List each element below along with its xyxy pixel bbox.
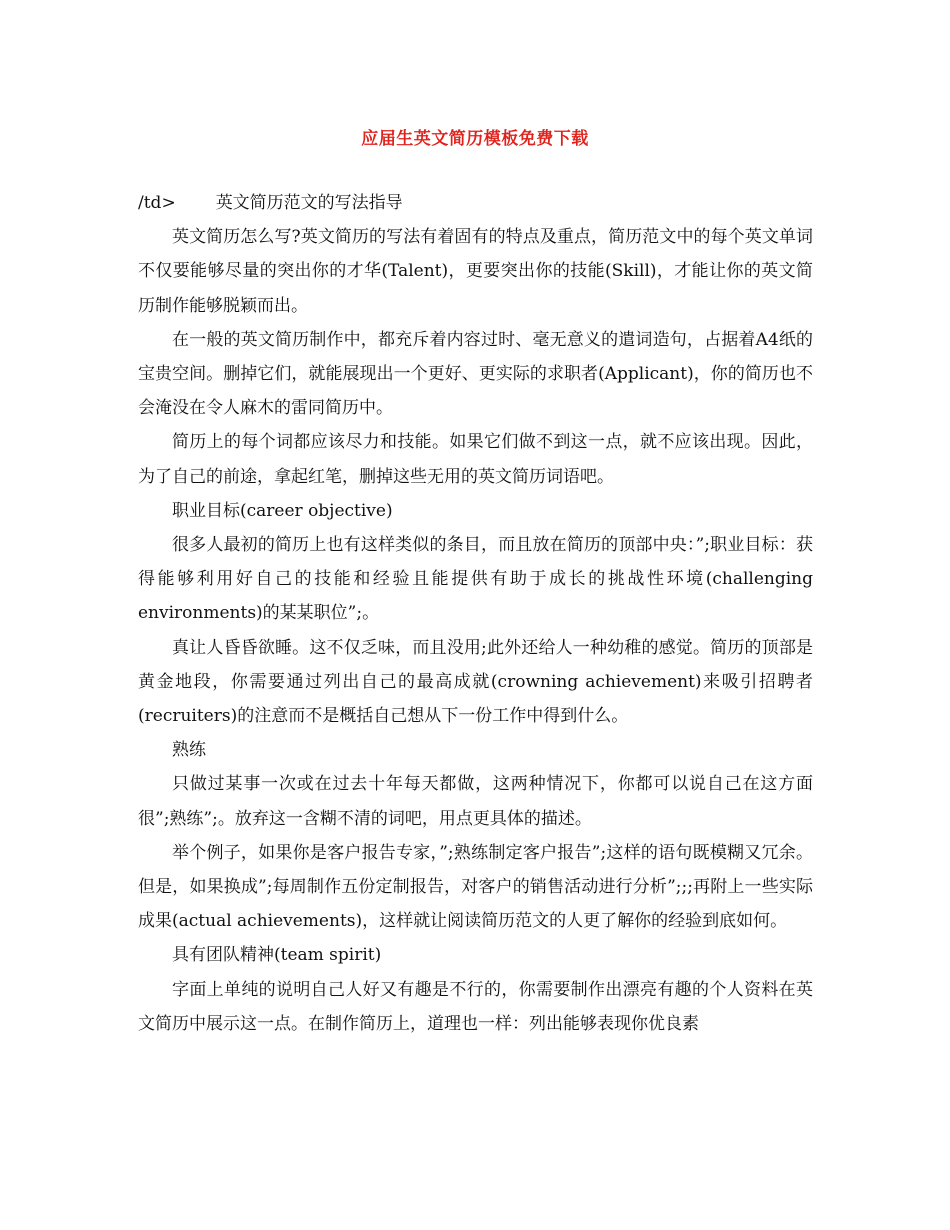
paragraph: 很多人最初的简历上也有这样类似的条目，而且放在简历的顶部中央：”;职业目标：获得能够利用好自己的技能和经验且能提供有助于成长的挑战性环境(challenging environments)的某某职位”;。	[138, 535, 813, 624]
section-heading: 具有团队精神(team spirit)	[172, 945, 382, 966]
section-heading: 熟练	[172, 740, 206, 761]
first-line-prefix: /td>	[138, 193, 176, 213]
first-line-text: 英文简历范文的写法指导	[215, 193, 403, 213]
paragraph: 只做过某事一次或在过去十年每天都做，这两种情况下，你都可以说自己在这方面很”;熟练”;。放弃这一含糊不清的词吧，用点更具体的描述。	[138, 774, 813, 829]
document-body	[138, 186, 813, 1041]
document-title: 应届生英文简历模板免费下载	[361, 129, 589, 149]
section-heading: 职业目标(career objective)	[172, 500, 393, 521]
first-line	[138, 186, 813, 220]
paragraph: 在一般的英文简历制作中，都充斥着内容过时、毫无意义的遣词造句，占据着A4纸的宝贵空间。删掉它们，就能展现出一个更好、更实际的求职者(Applicant)，你的简历也不会淹没在令人麻木的雷同简历中。	[138, 329, 813, 419]
paragraph: 英文简历怎么写?英文简历的写法有着固有的特点及重点，简历范文中的每个英文单词不仅要能够尽量的突出你的才华(Talent)，更要突出你的技能(Skill)，才能让你的英文简历制作能够脱颖而出。	[138, 227, 813, 316]
paragraph: 字面上单纯的说明自己人好又有趣是不行的，你需要制作出漂亮有趣的个人资料在英文简历中展示这一点。在制作简历上，道理也一样：列出能够表现你优良素	[138, 979, 813, 1034]
paragraph: 真让人昏昏欲睡。这不仅乏味，而且没用;此外还给人一种幼稚的感觉。简历的顶部是黄金地段，你需要通过列出自己的最高成就(crowning achievement)来吸引招聘者(recruiters)的注意而不是概括自己想从下一份工作中得到什么。	[138, 637, 813, 727]
paragraph: 举个例子，如果你是客户报告专家，”;熟练制定客户报告”;这样的语句既模糊又冗余。但是，如果换成”;每周制作五份定制报告，对客户的销售活动进行分析”;;;再附上一些实际成果(actual achievements)，这样就让阅读简历范文的人更了解你的经验到底如何。	[138, 842, 813, 932]
paragraph: 简历上的每个词都应该尽力和技能。如果它们做不到这一点，就不应该出现。因此，为了自己的前途，拿起红笔，删掉这些无用的英文简历词语吧。	[138, 432, 813, 487]
